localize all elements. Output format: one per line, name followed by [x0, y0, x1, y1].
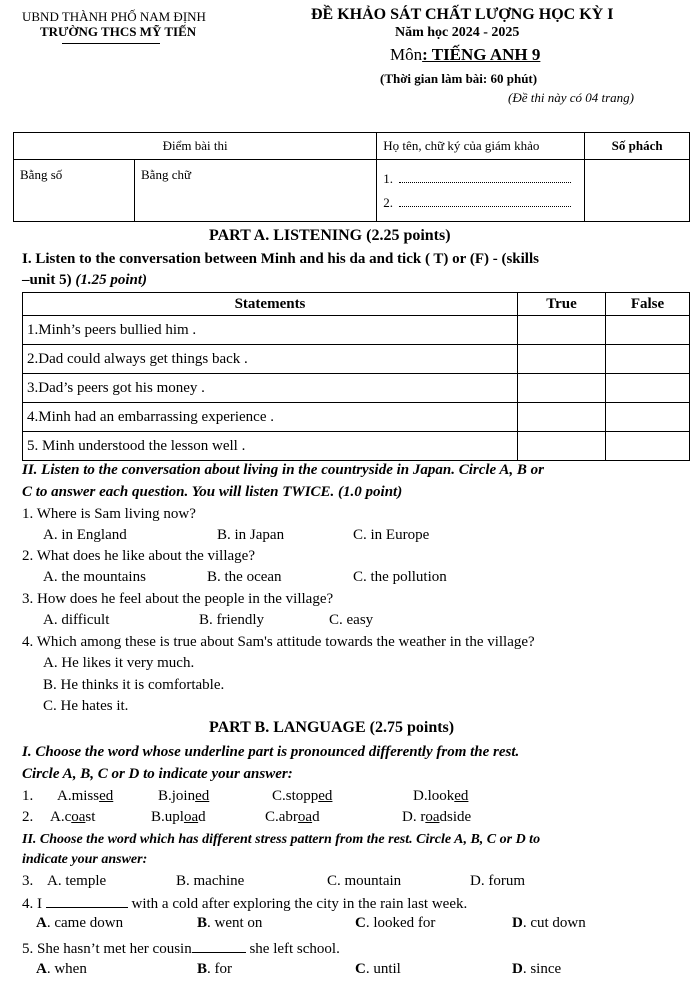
question-5-stem: 5. She hasn’t met her cousin she left school. [22, 941, 340, 957]
option-1b[interactable]: B. in Japan [217, 527, 285, 543]
examiner-line-2: 2. [383, 191, 578, 215]
exam-time: (Thời gian làm bài: 60 phút) [380, 71, 538, 86]
subject-prefix: Môn [390, 45, 423, 64]
option-p2b[interactable]: B.upload [151, 809, 206, 825]
option-3a[interactable]: A. difficult [43, 612, 110, 628]
score-words-cell[interactable]: Bằng chữ [135, 160, 377, 222]
part-b-title: PART B. LANGUAGE (2.75 points) [209, 719, 455, 736]
option-p1d[interactable]: D.looked [413, 788, 469, 804]
code-header: Số phách [585, 133, 690, 160]
option-2a[interactable]: A. the mountains [43, 569, 146, 585]
part-b-sec2-line1: II. Choose the word which has different stress pattern from the rest. Circle A, B, C or D to [22, 832, 541, 847]
listening-q1: 1. Where is Sam living now? [22, 506, 196, 522]
true-tick-cell[interactable] [518, 374, 606, 403]
option-2c[interactable]: C. the pollution [353, 569, 447, 585]
statement-row: 5. Minh understood the lesson well . [23, 432, 690, 461]
pron-q1: 1. [22, 788, 34, 804]
part-a-sec1-line1: I. Listen to the conversation between Minh and his da and tick ( T) or (F) - (skills [22, 251, 539, 267]
true-false-table [22, 292, 690, 461]
option-3a-stress[interactable]: A. temple [47, 873, 107, 889]
part-a-sec2-line1: II. Listen to the conversation about living in the countryside in Japan. Circle A, B or [22, 462, 545, 478]
part-a-sec2-line2: C to answer each question. You will listen TWICE. (1.0 point) [22, 484, 403, 500]
subject [390, 45, 540, 65]
option-4d-vocab[interactable]: D. cut down [512, 915, 586, 931]
option-5d[interactable]: D. since [512, 961, 562, 977]
option-p1b[interactable]: B.joined [158, 788, 210, 804]
part-a-title: PART A. LISTENING (2.25 points) [209, 227, 451, 244]
statement-row: 4.Minh had an embarrassing experience . [23, 403, 690, 432]
part-b-sec1-line2: Circle A, B, C or D to indicate your answer: [22, 766, 293, 782]
examiner-cell[interactable] [377, 160, 585, 222]
answer-blank[interactable] [192, 939, 246, 953]
option-4b-vocab[interactable]: B. went on [197, 915, 263, 931]
school-year: Năm học 2024 - 2025 [395, 25, 520, 40]
false-tick-cell[interactable] [606, 374, 690, 403]
part-b-sec2-line2: indicate your answer: [22, 852, 148, 867]
option-p2a[interactable]: A.coast [50, 809, 96, 825]
true-header: True [518, 293, 606, 316]
subject-name: : TIẾNG ANH 9 [422, 45, 541, 64]
false-tick-cell[interactable] [606, 345, 690, 374]
option-1c[interactable]: C. in Europe [353, 527, 430, 543]
statement-row: 2.Dad could always get things back . [23, 345, 690, 374]
option-4a[interactable]: A. He likes it very much. [43, 655, 195, 671]
option-3c-stress[interactable]: C. mountain [327, 873, 402, 889]
option-5b[interactable]: B. for [197, 961, 233, 977]
statement-row: 1.Minh’s peers bullied him . [23, 316, 690, 345]
option-3d-stress[interactable]: D. forum [470, 873, 525, 889]
listening-q4: 4. Which among these is true about Sam's attitude towards the weather in the village? [22, 634, 535, 650]
stress-q3-num: 3. [22, 873, 34, 889]
option-1a[interactable]: A. in England [43, 527, 127, 543]
option-4c[interactable]: C. He hates it. [43, 698, 129, 714]
option-2b[interactable]: B. the ocean [207, 569, 282, 585]
pron-q2: 2. [22, 809, 34, 825]
statements-header: Statements [23, 293, 518, 316]
question-4-stem: 4. I with a cold after exploring the city in the rain last week. [22, 896, 468, 912]
option-5a[interactable]: A. when [36, 961, 87, 977]
code-cell[interactable] [585, 160, 690, 222]
false-tick-cell[interactable] [606, 403, 690, 432]
part-b-sec1-line1: I. Choose the word whose underline part is pronounced differently from the rest. [22, 744, 520, 760]
listening-q3: 3. How does he feel about the people in the village? [22, 591, 334, 607]
option-p1a[interactable]: A.missed [57, 788, 114, 804]
examiner-line-1: 1. [383, 167, 578, 191]
true-tick-cell[interactable] [518, 316, 606, 345]
school-underline [62, 43, 160, 44]
false-tick-cell[interactable] [606, 432, 690, 461]
false-tick-cell[interactable] [606, 316, 690, 345]
examiner-header: Họ tên, chữ ký của giám khảo [377, 133, 585, 160]
true-tick-cell[interactable] [518, 345, 606, 374]
option-3b[interactable]: B. friendly [199, 612, 264, 628]
true-tick-cell[interactable] [518, 432, 606, 461]
false-header: False [606, 293, 690, 316]
option-4c-vocab[interactable]: C. looked for [355, 915, 436, 931]
page-count: (Đề thi này có 04 trang) [508, 90, 635, 105]
listening-q2: 2. What does he like about the village? [22, 548, 255, 564]
exam-title: ĐỀ KHẢO SÁT CHẤT LƯỢNG HỌC KỲ I [311, 6, 614, 23]
statement-row: 3.Dad’s peers got his money . [23, 374, 690, 403]
option-p2c[interactable]: C.abroad [265, 809, 320, 825]
score-number-cell[interactable]: Bằng số [14, 160, 135, 222]
school-name: TRƯỜNG THCS MỸ TIẾN [40, 24, 197, 39]
true-tick-cell[interactable] [518, 403, 606, 432]
option-4b[interactable]: B. He thinks it is comfortable. [43, 677, 225, 693]
option-3b-stress[interactable]: B. machine [176, 873, 245, 889]
answer-blank[interactable] [46, 894, 128, 908]
option-5c[interactable]: C. until [355, 961, 401, 977]
option-p2d[interactable]: D. roadside [402, 809, 472, 825]
score-header: Điểm bài thi [14, 133, 377, 160]
option-4a-vocab[interactable]: A. came down [36, 915, 124, 931]
score-table [13, 132, 690, 222]
committee-name: UBND THÀNH PHỐ NAM ĐỊNH [22, 9, 206, 24]
part-a-sec1-line2: –unit 5) (1.25 point) [22, 272, 148, 288]
option-p1c[interactable]: C.stopped [272, 788, 333, 804]
option-3c[interactable]: C. easy [329, 612, 374, 628]
